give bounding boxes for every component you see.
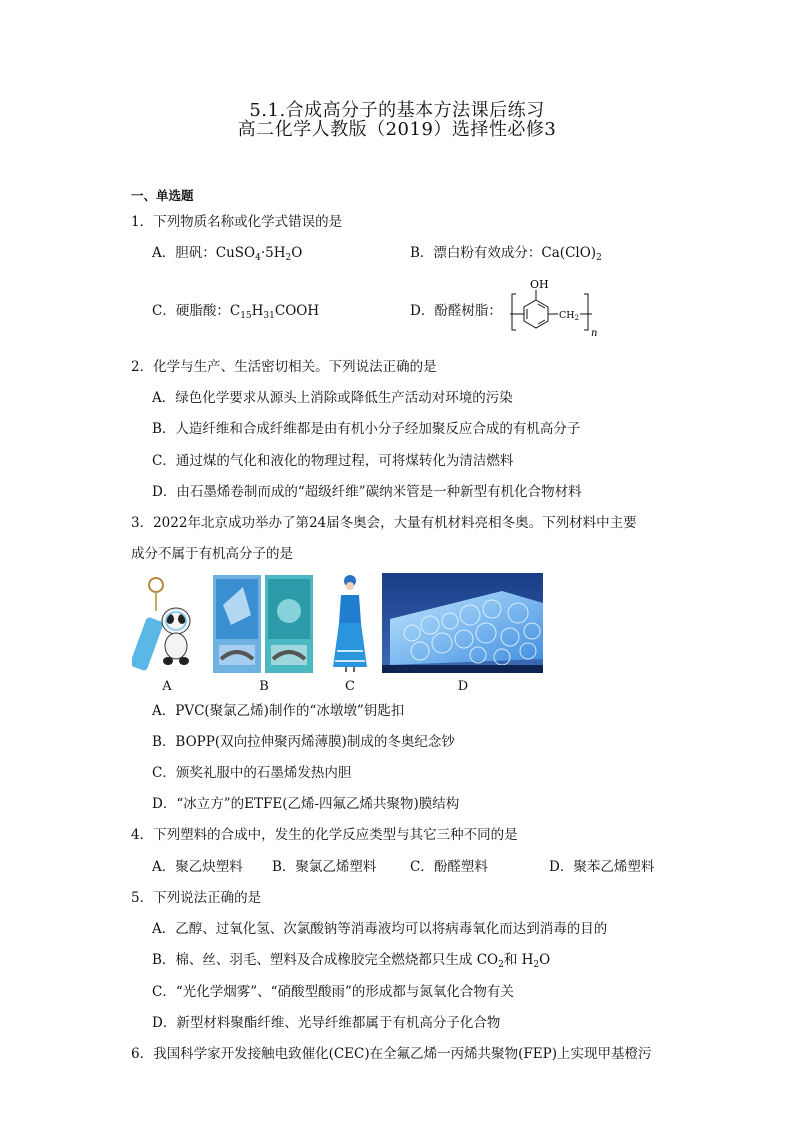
oh-label: OH	[530, 278, 549, 291]
question-5-option-a: A．乙醇、过氧化氢、次氯酸钠等消毒液均可以将病毒氧化而达到消毒的目的	[152, 921, 608, 937]
question-1-option-a: A．胆矾：$CuSO_4\cdot 5H_2O$	[152, 245, 303, 263]
question-5-option-b: B．棉、丝、羽毛、塑料及合成橡胶完全燃烧都只生成 $CO_2$和 $H_2O$	[152, 952, 551, 970]
photo-d-caption: D	[457, 679, 469, 694]
photo-a-keychain	[132, 573, 202, 673]
question-2-stem: 2．化学与生产、生活密切相关。下列说法正确的是	[131, 359, 437, 375]
question-3-stem-line1: 3．2022年北京成功举办了第24届冬奥会，大量有机材料亮相冬奥。下列材料中主要	[131, 515, 637, 531]
question-2-option-b: B．人造纤维和合成纤维都是由有机小分子经加聚反应合成的有机高分子	[152, 421, 581, 437]
question-1-option-b: B．漂白粉有效成分：$Ca(ClO)_2$	[410, 245, 602, 263]
question-1-option-d: D．酚醛树脂：	[410, 303, 502, 319]
photo-a-caption: A	[162, 679, 172, 694]
photo-b-banknotes	[213, 575, 313, 673]
question-5-option-d: D．新型材料聚酯纤维、光导纤维都属于有机高分子化合物	[152, 1015, 501, 1031]
question-5-stem: 5．下列说法正确的是	[131, 890, 262, 906]
question-3-stem-line2: 成分不属于有机高分子的是	[131, 546, 293, 562]
question-4-option-b: B．聚氯乙烯塑料	[272, 859, 377, 875]
question-4-stem: 4．下列塑料的合成中，发生的化学反应类型与其它三种不同的是	[131, 827, 518, 843]
document-subtitle: 高二化学人教版（2019）选择性必修3	[237, 119, 557, 140]
question-5-option-c: C．“光化学烟雾”、“硝酸型酸雨”的形成都与氮氧化合物有关	[152, 984, 514, 1000]
photo-c-dress	[329, 573, 371, 673]
ch2-label: $CH_2$	[559, 310, 580, 322]
question-3-option-d: D．“冰立方”的ETFE(乙烯-四氟乙烯共聚物)膜结构	[152, 796, 460, 812]
question-4-option-a: A．聚乙炔塑料	[152, 859, 243, 875]
phenol-formaldehyde-structure	[500, 274, 604, 338]
repeat-n-label: n	[591, 328, 598, 338]
photo-b-caption: B	[259, 679, 269, 694]
question-1-stem: 1．下列物质名称或化学式错误的是	[131, 214, 343, 230]
question-3-option-b: B．BOPP(双向拉伸聚丙烯薄膜)制成的冬奥纪念钞	[152, 734, 455, 750]
question-4-option-d: D．聚苯乙烯塑料	[549, 859, 655, 875]
question-4-option-c: C．酚醛塑料	[410, 859, 488, 875]
document-title: 5.1.合成高分子的基本方法课后练习	[249, 100, 545, 121]
question-3-option-a: A．PVC(聚氯乙烯)制作的“冰墩墩”钥匙扣	[152, 703, 405, 719]
section-heading: 一、单选题	[131, 188, 194, 203]
photo-c-caption: C	[345, 679, 355, 694]
question-2-option-c: C．通过煤的气化和液化的物理过程，可将煤转化为清洁燃料	[152, 453, 514, 469]
question-6-stem: 6．我国科学家开发接触电致催化(CEC)在全氟乙烯一丙烯共聚物(FEP)上实现甲基橙污	[131, 1046, 652, 1062]
question-1-option-c: C．硬脂酸：$C_{15}H_{31}COOH$	[152, 303, 320, 321]
photo-d-water-cube	[382, 573, 543, 673]
question-3-option-c: C．颁奖礼服中的石墨烯发热内胆	[152, 765, 352, 781]
question-2-option-a: A．绿色化学要求从源头上消除或降低生产活动对环境的污染	[152, 390, 513, 406]
question-2-option-d: D．由石墨烯卷制而成的“超级纤维”碳纳米管是一种新型有机化合物材料	[152, 484, 582, 500]
